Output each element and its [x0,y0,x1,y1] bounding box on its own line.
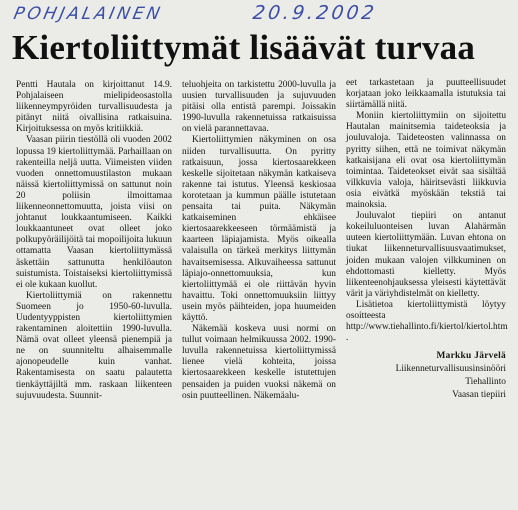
paragraph: Vaasan piirin tiestöllä oli vuoden 2002 lopussa 19 kiertoliittymää. Parhaillaan on rakenteilla neljä uutta. Viimeisten viiden vuoden onnettomuustilaston mukaan näissä kiertoliittymissä on sattunut noin 20 poliisin ilmoittamaa liikenneonnettomuutta, joista viisi on johtanut loukkaantumiseen. Kaikki loukkaantuneet ovat olleet joko polkupyöräilijöitä tai mopoilijoita lukuun ottamatta Vaasan kiertoliittymässä äskettäin sattunutta henkilöauton suistumista. Toistaiseksi kiertoliittymissä ei ole kukaan kuollut. [16,135,172,290]
paragraph: Jouluvalot tiepiiri on antanut kokeiluluonteisen luvan Alahärmän uuteen kiertoliittymään. Luvan ehtona on tiukat liikenneturvallisuusvaatimukset, joiden mukaan valojen vilkkuminen on ehdottomasti kielletty. Myös liikenteenohjauksessa yleisesti käytettävät värit ja väriyhdistelmät on kielletty. [346,211,506,299]
article-column-3 [346,78,506,402]
paragraph: Moniin kiertoliittymiin on sijoitettu Hautalan mainitsemia taideteoksia ja jouluvaloja. Taideteosten valinnassa on pyritty siihen, että ne toimivat näkymän katkaisijana eli ovat osa kiertoliittymän toimintaa. Taideteokset eivät saa sisältää vilkkuvia valoja, häiritsevästi liikkuvia osia eivätkä myöskään tekstiä tai mainoksia. [346,111,506,211]
author-district: Vaasan tiepiiri [452,390,506,401]
url-link[interactable]: http://www.tiehallinto.fi/kiertol/kiertol.htm . [346,322,508,344]
article-column-2 [182,80,336,402]
paragraph: Kiertoliittymien näkyminen on osa niiden turvallisuutta. On pyritty ratkaisuun, jossa kiertosaarekkeen keskelle sijoitetaan näkymän katkaiseva rakenne tai istutus. Yleensä keskiosaa korotetaan ja kummun päälle istutetaan pensaita tai puita. Näkymän katkaiseminen ehkäisee kiertosaarekkeeseen törmäämistä ja kaarteen läpiajamista. Myös oikealla valaisulla on tärkeä merkitys liittymän havaitsemisessa. Alkuvaiheessa sattunut läpiajo-onnettomuuksia, kun kiertoliittymää ei ole riittävän hyvin havaittu. Toki onnettomuuksiin liittyy usein myös päihteiden, jopa huumeiden käyttö. [182,135,336,323]
paragraph: teluohjeita on tarkistettu 2000-luvulla ja uusien turvallisuuden ja sujuvuuden pitäisi olla entistä parempi. Joissakin 1990-luvulla rakennetuissa ratkaisuissa on vielä parannettavaa. [182,80,336,135]
signature-block [346,350,506,402]
author-org: Tiehallinto [465,377,506,388]
author-title: Liikenneturvallisuusinsinööri [395,364,506,375]
paragraph: eet tarkastetaan ja puutteellisuudet korjataan joko leikkaamalla istutuksia tai siirtämällä niitä. [346,78,506,111]
paragraph: Kiertoliittymiä on rakennettu Suomeen jo 1950-60-luvulla. Uudentyyppisten kiertoliittymien rakentaminen aloitettiin 1990-luvulla. Nämä ovat olleet yleensä pienempiä ja ne on suunniteltu alhaisemmalle ajonopeudelle kuin vanhat. Rakentamisesta on saatu palautetta tienkäyttäjiltä mm. raskaan liikenteen sujuvuudesta. Suunnit- [16,290,172,401]
paragraph: Näkemää koskeva uusi normi on tullut voimaan helmikuussa 2002. 1990-luvulla rakennetuissa kiertoliittymissä lienee vielä kohteita, joissa kiertosaarekkeen keskelle istutettujen pensaiden ja puiden vuoksi näkemä on osin puutteellinen. Näkemäalu- [182,324,336,401]
handwritten-date: 20.9.2002 [251,2,379,24]
handwritten-annotation [11,2,379,28]
author-name: Markku Järvelä [436,351,506,362]
handwritten-source: POHJALAINEN [11,4,165,24]
article-column-1 [16,80,172,402]
paragraph: Pentti Hautala on kirjoittanut 14.9. Pohjalaiseen mielipideosastolla liikenneympyröiden turvallisuudesta ja pitänyt niitä oivallisina ratkaisuina. Kirjoituksessa on myös kritiikkiä. [16,80,172,135]
article-headline: Kiertoliittymät lisäävät turvaa [12,28,476,67]
url-intro: Lisätietoa kiertoliittymistä löytyy osoitteesta [346,299,506,321]
url-paragraph [346,300,506,344]
